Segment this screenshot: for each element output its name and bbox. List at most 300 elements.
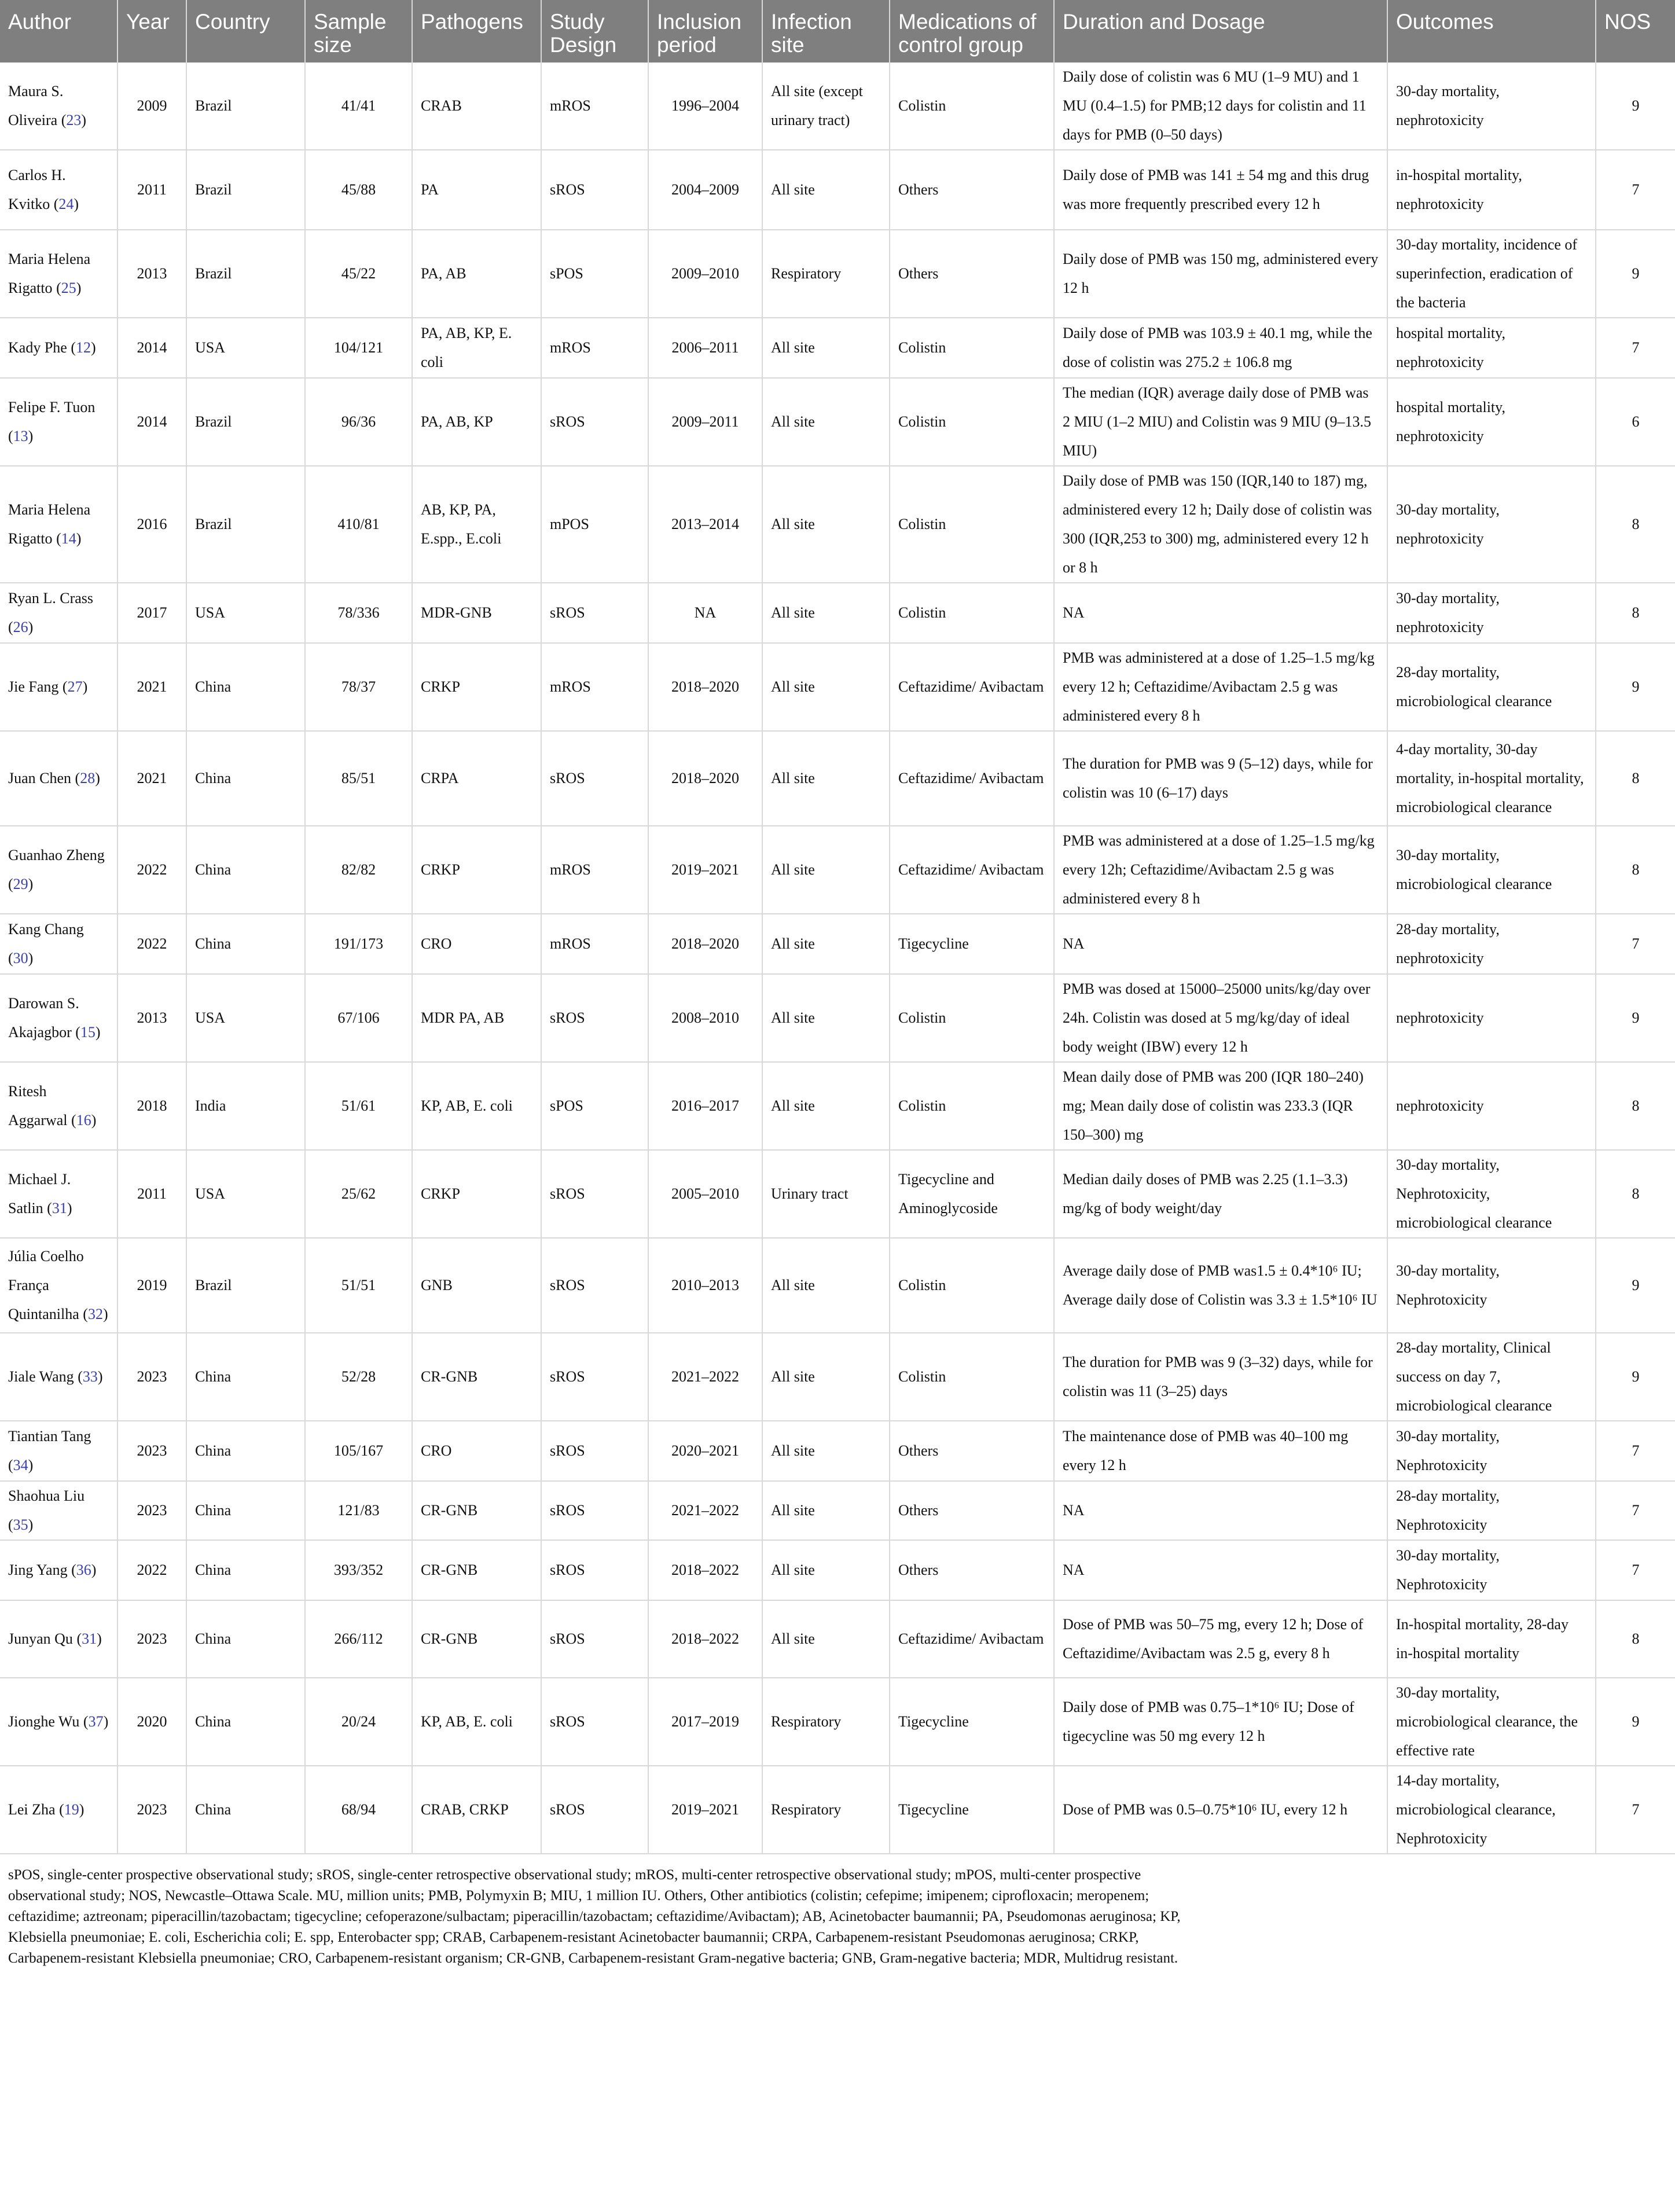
design-cell: mROS [541,914,648,974]
year-cell: 2011 [117,1150,186,1238]
outcomes-cell: 28-day mortality, Clinical success on day 7, microbiological clearance [1387,1333,1596,1421]
sample-cell: 85/51 [305,731,412,826]
table-row [0,378,1675,466]
year-cell: 2023 [117,1333,186,1421]
author-cell: Jiale Wang (33) [0,1333,117,1421]
control-cell: Tigecycline [890,1678,1054,1766]
control-cell: Tigecycline [890,1766,1054,1854]
country-cell: Brazil [186,466,305,583]
outcomes-cell: nephrotoxicity [1387,1062,1596,1150]
control-cell: Others [890,1540,1054,1600]
author-cell: Jie Fang (27) [0,643,117,731]
sample-cell: 121/83 [305,1481,412,1540]
period-cell: 2017–2019 [648,1678,762,1766]
author-cell: Junyan Qu (31) [0,1600,117,1678]
header-country: Country [186,0,305,63]
control-cell: Colistin [890,466,1054,583]
country-cell: China [186,1481,305,1540]
pathogens-cell: CRKP [412,826,541,914]
author-name: Jiale Wang [8,1368,74,1385]
sample-cell: 191/173 [305,914,412,974]
table-footnote: sPOS, single-center prospective observational study; sROS, single-center retrospective observational study; mROS, multi-center retrospective observational study; mPOS, multi-center prospective observational study; NOS, Newcastle–Ottawa Scale. MU, million units; PMB, Polymyxin B; MIU, 1 million IU. Others, Other antibiotics (colistin; cefepime; imipenem; ciprofloxacin; meropenem; ceftazidime; aztreonam; piperacillin/tazobactam; tigecycline; cefoperazone/sulbactam; piperacillin/tazobactam; ceftazidime/Avibactam); AB, Acinetobacter baumannii; PA, Pseudomonas aeruginosa; KP, Klebsiella pneumoniae; E. coli, Escherichia coli; E. spp, Enterobacter spp; CRAB, Carbapenem-resistant Acinetobacter baumannii; CRPA, Carbapenem-resistant Pseudomonas aeruginosa; CRKP, Carbapenem-resistant Klebsiella pneumoniae; CRO, Carbapenem-resistant organism; CR-GNB, Carbapenem-resistant Gram-negative bacteria; GNB, Gram-negative bacteria; MDR, Multidrug resistant. [8,1867,1181,1966]
author-cell: Tiantian Tang (34) [0,1421,117,1481]
pathogens-cell: CR-GNB [412,1600,541,1678]
outcomes-cell: 28-day mortality, Nephrotoxicity [1387,1481,1596,1540]
sample-cell: 45/22 [305,230,412,318]
nos-cell: 8 [1596,1150,1675,1238]
site-cell: All site [762,914,890,974]
design-cell: sROS [541,731,648,826]
dosage-cell: Mean daily dose of PMB was 200 (IQR 180–240) mg; Mean daily dose of colistin was 233.3 (IQR 150–300) mg [1054,1062,1387,1150]
reference-link[interactable]: 37 [88,1713,104,1730]
outcomes-cell: 4-day mortality, 30-day mortality, in-hospital mortality, microbiological clearance [1387,731,1596,826]
nos-cell: 9 [1596,643,1675,731]
country-cell: China [186,914,305,974]
pathogens-cell: PA, AB [412,230,541,318]
reference-link[interactable]: 34 [13,1457,28,1474]
author-name: Lei Zha [8,1801,56,1818]
outcomes-cell: 28-day mortality, nephrotoxicity [1387,914,1596,974]
outcomes-cell: 30-day mortality, microbiological clearance [1387,826,1596,914]
outcomes-cell: 28-day mortality, microbiological clearance [1387,643,1596,731]
pathogens-cell: GNB [412,1238,541,1333]
author-cell: Jing Yang (36) [0,1540,117,1600]
sample-cell: 105/167 [305,1421,412,1481]
author-name: Ritesh Aggarwal [8,1083,68,1129]
outcomes-cell: 30-day mortality, nephrotoxicity [1387,583,1596,643]
period-cell: 2005–2010 [648,1150,762,1238]
author-cell: Guanhao Zheng (29) [0,826,117,914]
country-cell: China [186,1540,305,1600]
pathogens-cell: PA, AB, KP, E. coli [412,318,541,378]
table-row [0,466,1675,583]
author-cell: Kang Chang (30) [0,914,117,974]
period-cell: 2004–2009 [648,150,762,230]
dosage-cell: Daily dose of PMB was 0.75–1*10⁶ IU; Dose of tigecycline was 50 mg every 12 h [1054,1678,1387,1766]
control-cell: Colistin [890,1333,1054,1421]
country-cell: Brazil [186,230,305,318]
sample-cell: 82/82 [305,826,412,914]
country-cell: USA [186,1150,305,1238]
table-row [0,318,1675,378]
period-cell: 1996–2004 [648,63,762,150]
sample-cell: 78/37 [305,643,412,731]
pathogens-cell: AB, KP, PA, E.spp., E.coli [412,466,541,583]
author-name: Darowan S. Akajagbor [8,995,79,1041]
dosage-cell: Daily dose of PMB was 103.9 ± 40.1 mg, while the dose of colistin was 275.2 ± 106.8 mg [1054,318,1387,378]
author-name: Michael J. Satlin [8,1171,71,1217]
country-cell: USA [186,974,305,1062]
site-cell: All site [762,318,890,378]
table-header-row [0,0,1675,63]
outcomes-cell: 30-day mortality, microbiological clearance, the effective rate [1387,1678,1596,1766]
author-cell: Júlia Coelho França Quintanilha (32) [0,1238,117,1333]
author-cell: Lei Zha (19) [0,1766,117,1854]
nos-cell: 8 [1596,731,1675,826]
reference-link[interactable]: 26 [13,619,28,635]
outcomes-cell: in-hospital mortality, nephrotoxicity [1387,150,1596,230]
table-row [0,583,1675,643]
control-cell: Ceftazidime/ Avibactam [890,643,1054,731]
author-cell: Ryan L. Crass (26) [0,583,117,643]
author-cell: Felipe F. Tuon (13) [0,378,117,466]
sample-cell: 393/352 [305,1540,412,1600]
year-cell: 2022 [117,914,186,974]
dosage-cell: Dose of PMB was 0.5–0.75*10⁶ IU, every 12 h [1054,1766,1387,1854]
period-cell: 2009–2011 [648,378,762,466]
period-cell: 2016–2017 [648,1062,762,1150]
outcomes-cell: In-hospital mortality, 28-day in-hospital mortality [1387,1600,1596,1678]
author-cell: Carlos H. Kvitko (24) [0,150,117,230]
country-cell: Brazil [186,63,305,150]
country-cell: China [186,1421,305,1481]
period-cell: 2009–2010 [648,230,762,318]
table-row [0,1333,1675,1421]
author-name: Carlos H. Kvitko [8,167,66,212]
control-cell: Colistin [890,583,1054,643]
period-cell: 2018–2020 [648,914,762,974]
table-row [0,974,1675,1062]
year-cell: 2020 [117,1678,186,1766]
nos-cell: 9 [1596,1333,1675,1421]
period-cell: 2020–2021 [648,1421,762,1481]
period-cell: 2013–2014 [648,466,762,583]
country-cell: China [186,643,305,731]
sample-cell: 51/61 [305,1062,412,1150]
control-cell: Colistin [890,318,1054,378]
year-cell: 2023 [117,1421,186,1481]
author-name: Maria Helena Rigatto [8,251,91,296]
sample-cell: 410/81 [305,466,412,583]
design-cell: sROS [541,1540,648,1600]
design-cell: sROS [541,1421,648,1481]
dosage-cell: NA [1054,1540,1387,1600]
site-cell: Respiratory [762,1766,890,1854]
design-cell: mROS [541,63,648,150]
nos-cell: 9 [1596,1238,1675,1333]
table-row [0,1238,1675,1333]
table-row [0,1150,1675,1238]
nos-cell: 9 [1596,63,1675,150]
design-cell: sROS [541,1766,648,1854]
year-cell: 2023 [117,1766,186,1854]
sample-cell: 104/121 [305,318,412,378]
nos-cell: 7 [1596,1481,1675,1540]
dosage-cell: PMB was administered at a dose of 1.25–1.5 mg/kg every 12 h; Ceftazidime/Avibactam 2.5 g was administered every 8 h [1054,643,1387,731]
nos-cell: 9 [1596,230,1675,318]
nos-cell: 7 [1596,1766,1675,1854]
outcomes-cell: 30-day mortality, nephrotoxicity [1387,63,1596,150]
year-cell: 2022 [117,1540,186,1600]
header-inclusion-period: Inclusion period [648,0,762,63]
site-cell: Respiratory [762,230,890,318]
reference-link[interactable]: 31 [52,1200,67,1217]
table-row [0,643,1675,731]
reference-link[interactable]: 32 [87,1306,103,1322]
author-cell: Michael J. Satlin (31) [0,1150,117,1238]
period-cell: 2006–2011 [648,318,762,378]
nos-cell: 8 [1596,1062,1675,1150]
site-cell: All site [762,378,890,466]
sample-cell: 67/106 [305,974,412,1062]
outcomes-cell: nephrotoxicity [1387,974,1596,1062]
sample-cell: 41/41 [305,63,412,150]
period-cell: 2010–2013 [648,1238,762,1333]
table-row [0,1540,1675,1600]
pathogens-cell: CRAB [412,63,541,150]
dosage-cell: PMB was dosed at 15000–25000 units/kg/day over 24h. Colistin was dosed at 5 mg/kg/day of ideal body weight (IBW) every 12 h [1054,974,1387,1062]
dosage-cell: The duration for PMB was 9 (3–32) days, while for colistin was 11 (3–25) days [1054,1333,1387,1421]
header-author: Author [0,0,117,63]
pathogens-cell: CR-GNB [412,1333,541,1421]
pathogens-cell: CRKP [412,643,541,731]
author-name: Felipe F. Tuon [8,399,95,416]
reference-link[interactable]: 27 [67,678,83,695]
author-name: Ryan L. Crass [8,590,93,607]
outcomes-cell: 30-day mortality, Nephrotoxicity [1387,1540,1596,1600]
period-cell: NA [648,583,762,643]
period-cell: 2021–2022 [648,1481,762,1540]
pathogens-cell: CR-GNB [412,1540,541,1600]
author-name: Jing Yang [8,1561,68,1578]
table-row [0,1678,1675,1766]
design-cell: sROS [541,378,648,466]
country-cell: Brazil [186,150,305,230]
control-cell: Ceftazidime/ Avibactam [890,826,1054,914]
sample-cell: 68/94 [305,1766,412,1854]
dosage-cell: NA [1054,583,1387,643]
author-cell: Darowan S. Akajagbor (15) [0,974,117,1062]
nos-cell: 9 [1596,1678,1675,1766]
country-cell: China [186,826,305,914]
pathogens-cell: CR-GNB [412,1481,541,1540]
design-cell: mROS [541,318,648,378]
country-cell: China [186,1766,305,1854]
dosage-cell: Daily dose of PMB was 150 (IQR,140 to 187) mg, administered every 12 h; Daily dose of colistin was 300 (IQR,253 to 300) mg, administered every 12 h or 8 h [1054,466,1387,583]
author-name: Guanhao Zheng [8,847,105,864]
design-cell: sROS [541,1678,648,1766]
period-cell: 2019–2021 [648,1766,762,1854]
author-name: Shaohua Liu [8,1487,85,1504]
reference-link[interactable]: 35 [13,1516,28,1533]
reference-link[interactable]: 19 [64,1801,79,1818]
pathogens-cell: KP, AB, E. coli [412,1062,541,1150]
period-cell: 2018–2020 [648,643,762,731]
control-cell: Colistin [890,974,1054,1062]
year-cell: 2023 [117,1481,186,1540]
design-cell: sPOS [541,230,648,318]
year-cell: 2014 [117,318,186,378]
country-cell: Brazil [186,378,305,466]
outcomes-cell: 30-day mortality, nephrotoxicity [1387,466,1596,583]
table-row [0,1766,1675,1854]
outcomes-cell: 30-day mortality, incidence of superinfection, eradication of the bacteria [1387,230,1596,318]
outcomes-cell: hospital mortality, nephrotoxicity [1387,318,1596,378]
header-study-design: Study Design [541,0,648,63]
reference-link[interactable]: 25 [61,280,76,296]
design-cell: sROS [541,1150,648,1238]
period-cell: 2018–2022 [648,1600,762,1678]
year-cell: 2013 [117,974,186,1062]
table-row [0,826,1675,914]
design-cell: sROS [541,583,648,643]
control-cell: Tigecycline [890,914,1054,974]
year-cell: 2018 [117,1062,186,1150]
dosage-cell: NA [1054,1481,1387,1540]
dosage-cell: PMB was administered at a dose of 1.25–1.5 mg/kg every 12h; Ceftazidime/Avibactam 2.5 g was administered every 8 h [1054,826,1387,914]
site-cell: All site (except urinary tract) [762,63,890,150]
sample-cell: 266/112 [305,1600,412,1678]
site-cell: All site [762,150,890,230]
site-cell: All site [762,731,890,826]
sample-cell: 51/51 [305,1238,412,1333]
table-row [0,1062,1675,1150]
header-outcomes: Outcomes [1387,0,1596,63]
nos-cell: 8 [1596,1600,1675,1678]
nos-cell: 7 [1596,1421,1675,1481]
dosage-cell: Average daily dose of PMB was1.5 ± 0.4*10⁶ IU; Average daily dose of Colistin was 3.3 ± 1.5*10⁶ IU [1054,1238,1387,1333]
author-cell: Maura S. Oliveira (23) [0,63,117,150]
site-cell: All site [762,1540,890,1600]
dosage-cell: NA [1054,914,1387,974]
country-cell: USA [186,318,305,378]
outcomes-cell: 30-day mortality, Nephrotoxicity, microbiological clearance [1387,1150,1596,1238]
author-cell: Maria Helena Rigatto (14) [0,466,117,583]
table-row [0,1600,1675,1678]
site-cell: All site [762,1238,890,1333]
design-cell: sROS [541,150,648,230]
reference-link[interactable]: 30 [13,950,28,967]
author-name: Jie Fang [8,678,59,695]
year-cell: 2014 [117,378,186,466]
author-cell: Jionghe Wu (37) [0,1678,117,1766]
reference-link[interactable]: 13 [13,428,28,444]
author-cell: Kady Phe (12) [0,318,117,378]
site-cell: Respiratory [762,1678,890,1766]
year-cell: 2017 [117,583,186,643]
outcomes-cell: 30-day mortality, Nephrotoxicity [1387,1238,1596,1333]
site-cell: Urinary tract [762,1150,890,1238]
author-name: Kang Chang [8,921,84,938]
sample-cell: 78/336 [305,583,412,643]
header-sample-size: Sample size [305,0,412,63]
sample-cell: 52/28 [305,1333,412,1421]
pathogens-cell: CRO [412,914,541,974]
nos-cell: 8 [1596,583,1675,643]
year-cell: 2023 [117,1600,186,1678]
reference-link[interactable]: 15 [80,1024,95,1041]
control-cell: Colistin [890,1062,1054,1150]
control-cell: Others [890,1481,1054,1540]
nos-cell: 9 [1596,974,1675,1062]
site-cell: All site [762,826,890,914]
country-cell: China [186,1678,305,1766]
author-name: Maura S. Oliveira [8,83,64,128]
year-cell: 2019 [117,1238,186,1333]
year-cell: 2021 [117,731,186,826]
table-row [0,731,1675,826]
design-cell: mROS [541,826,648,914]
control-cell: Others [890,1421,1054,1481]
author-cell: Juan Chen (28) [0,731,117,826]
reference-link[interactable]: 23 [66,112,82,128]
header-nos: NOS [1596,0,1675,63]
nos-cell: 8 [1596,466,1675,583]
dosage-cell: Daily dose of PMB was 150 mg, administered every 12 h [1054,230,1387,318]
country-cell: India [186,1062,305,1150]
dosage-cell: The median (IQR) average daily dose of PMB was 2 MIU (1–2 MIU) and Colistin was 9 MIU (9–13.5 MIU) [1054,378,1387,466]
header-duration-dosage: Duration and Dosage [1054,0,1387,63]
table-body [0,63,1675,1854]
header-pathogens: Pathogens [412,0,541,63]
country-cell: Brazil [186,1238,305,1333]
pathogens-cell: PA, AB, KP [412,378,541,466]
reference-link[interactable]: 31 [82,1630,97,1647]
dosage-cell: Daily dose of colistin was 6 MU (1–9 MU) and 1 MU (0.4–1.5) for PMB;12 days for colistin and 11 days for PMB (0–50 days) [1054,63,1387,150]
reference-link[interactable]: 29 [13,876,28,892]
year-cell: 2009 [117,63,186,150]
year-cell: 2022 [117,826,186,914]
outcomes-cell: 30-day mortality, Nephrotoxicity [1387,1421,1596,1481]
author-name: Jionghe Wu [8,1713,80,1730]
header-year: Year [117,0,186,63]
period-cell: 2019–2021 [648,826,762,914]
design-cell: sPOS [541,1062,648,1150]
reference-link[interactable]: 14 [61,530,76,547]
country-cell: USA [186,583,305,643]
reference-link[interactable]: 12 [76,339,91,356]
site-cell: All site [762,643,890,731]
sample-cell: 45/88 [305,150,412,230]
reference-link[interactable]: 33 [82,1368,98,1385]
table-row [0,1481,1675,1540]
control-cell: Others [890,230,1054,318]
site-cell: All site [762,974,890,1062]
author-cell: Shaohua Liu (35) [0,1481,117,1540]
nos-cell: 7 [1596,318,1675,378]
control-cell: Others [890,150,1054,230]
table-row [0,914,1675,974]
reference-link[interactable]: 28 [80,770,95,787]
year-cell: 2013 [117,230,186,318]
control-cell: Colistin [890,378,1054,466]
year-cell: 2016 [117,466,186,583]
pathogens-cell: MDR-GNB [412,583,541,643]
sample-cell: 20/24 [305,1678,412,1766]
author-name: Junyan Qu [8,1630,73,1647]
reference-link[interactable]: 24 [58,196,74,212]
table-row [0,63,1675,150]
dosage-cell: Median daily doses of PMB was 2.25 (1.1–3.3) mg/kg of body weight/day [1054,1150,1387,1238]
design-cell: mROS [541,643,648,731]
design-cell: sROS [541,974,648,1062]
pathogens-cell: CRAB, CRKP [412,1766,541,1854]
dosage-cell: The duration for PMB was 9 (5–12) days, while for colistin was 10 (6–17) days [1054,731,1387,826]
reference-link[interactable]: 36 [76,1561,91,1578]
dosage-cell: Daily dose of PMB was 141 ± 54 mg and this drug was more frequently prescribed every 12 h [1054,150,1387,230]
reference-link[interactable]: 16 [76,1112,91,1129]
control-cell: Ceftazidime/ Avibactam [890,1600,1054,1678]
sample-cell: 96/36 [305,378,412,466]
nos-cell: 7 [1596,1540,1675,1600]
pathogens-cell: CRKP [412,1150,541,1238]
author-name: Kady Phe [8,339,67,356]
table-row [0,230,1675,318]
pathogens-cell: PA [412,150,541,230]
design-cell: mPOS [541,466,648,583]
dosage-cell: The maintenance dose of PMB was 40–100 mg every 12 h [1054,1421,1387,1481]
period-cell: 2018–2022 [648,1540,762,1600]
